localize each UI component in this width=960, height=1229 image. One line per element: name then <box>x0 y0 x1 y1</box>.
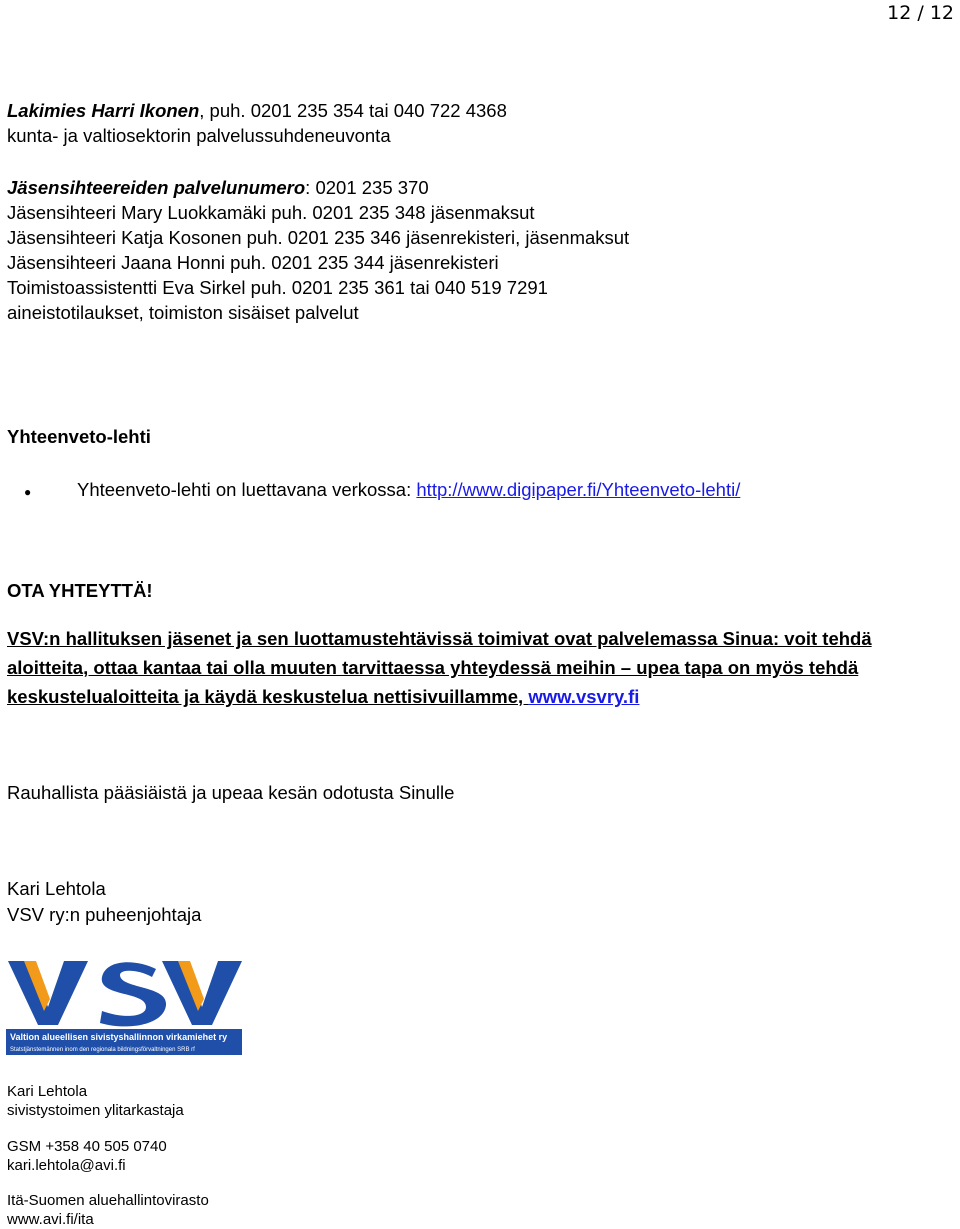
logo-line2: Statstjänstemännen inom den regionala bildningsförvaltningen SRB rf <box>10 1047 195 1053</box>
lawyer-name: Lakimies Harri Ikonen <box>7 100 200 121</box>
bullet-icon: ● <box>24 485 32 499</box>
vsvry-link[interactable]: www.vsvry.fi <box>528 686 640 707</box>
greeting: Rauhallista pääsiäistä ja upeaa kesän odotusta Sinulle <box>7 782 455 803</box>
digipaper-link[interactable]: http://www.digipaper.fi/Yhteenveto-lehti/ <box>416 479 741 500</box>
contact-line: Jäsensihteeri Katja Kosonen puh. 0201 235 346 jäsenrekisteri, jäsenmaksut <box>7 227 630 248</box>
yhteenveto-heading: Yhteenveto-lehti <box>7 426 151 447</box>
page-number: 12 / 12 <box>887 2 954 24</box>
yhteenveto-bullet <box>77 477 740 503</box>
contact-line: Jäsensihteeri Jaana Honni puh. 0201 235 344 jäsenrekisteri <box>7 252 499 273</box>
service-number-line <box>7 175 429 201</box>
vsv-logo-graphic <box>6 955 242 1057</box>
signature-title: VSV ry:n puheenjohtaja <box>7 904 202 925</box>
contact-us-paragraph <box>7 624 957 711</box>
contact-line: aineistotilaukset, toimiston sisäiset palvelut <box>7 302 359 323</box>
footer-title: sivistystoimen ylitarkastaja <box>7 1102 184 1119</box>
lawyer-phone: , puh. 0201 235 354 tai 040 722 4368 <box>199 100 507 121</box>
paragraph-text: VSV:n hallituksen jäsenet ja sen luottamustehtävissä toimivat ovat palvelemassa Sinua: voit tehdä aloitteita, ottaa kantaa tai olla muuten tarvittaessa yhteydessä meihin – upea tapa on myös tehdä keskustelualoitteita ja käydä keskustelua nettisivuillamme, <box>7 628 872 707</box>
footer-org: Itä-Suomen aluehallintovirasto <box>7 1192 209 1209</box>
contact-line: Toimistoassistentti Eva Sirkel puh. 0201 235 361 tai 040 519 7291 <box>7 277 548 298</box>
service-label: Jäsensihteereiden palvelunumero <box>7 177 306 198</box>
contact-us-heading: OTA YHTEYTTÄ! <box>7 580 153 601</box>
lawyer-line <box>7 98 507 124</box>
footer-web[interactable]: www.avi.fi/ita <box>7 1211 94 1228</box>
signature-name: Kari Lehtola <box>7 878 106 899</box>
logo-line1: Valtion alueellisen sivistyshallinnon virkamiehet ry <box>10 1032 228 1042</box>
lawyer-role: kunta- ja valtiosektorin palvelussuhdeneuvonta <box>7 125 391 146</box>
contact-line: Jäsensihteeri Mary Luokkamäki puh. 0201 235 348 jäsenmaksut <box>7 202 535 223</box>
vsv-logo <box>6 955 242 1057</box>
footer-email[interactable]: kari.lehtola@avi.fi <box>7 1157 126 1174</box>
bullet-text: Yhteenveto-lehti on luettavana verkossa: <box>77 479 417 500</box>
footer-gsm: GSM +358 40 505 0740 <box>7 1138 167 1155</box>
footer-name: Kari Lehtola <box>7 1083 88 1100</box>
service-number: : 0201 235 370 <box>305 177 429 198</box>
